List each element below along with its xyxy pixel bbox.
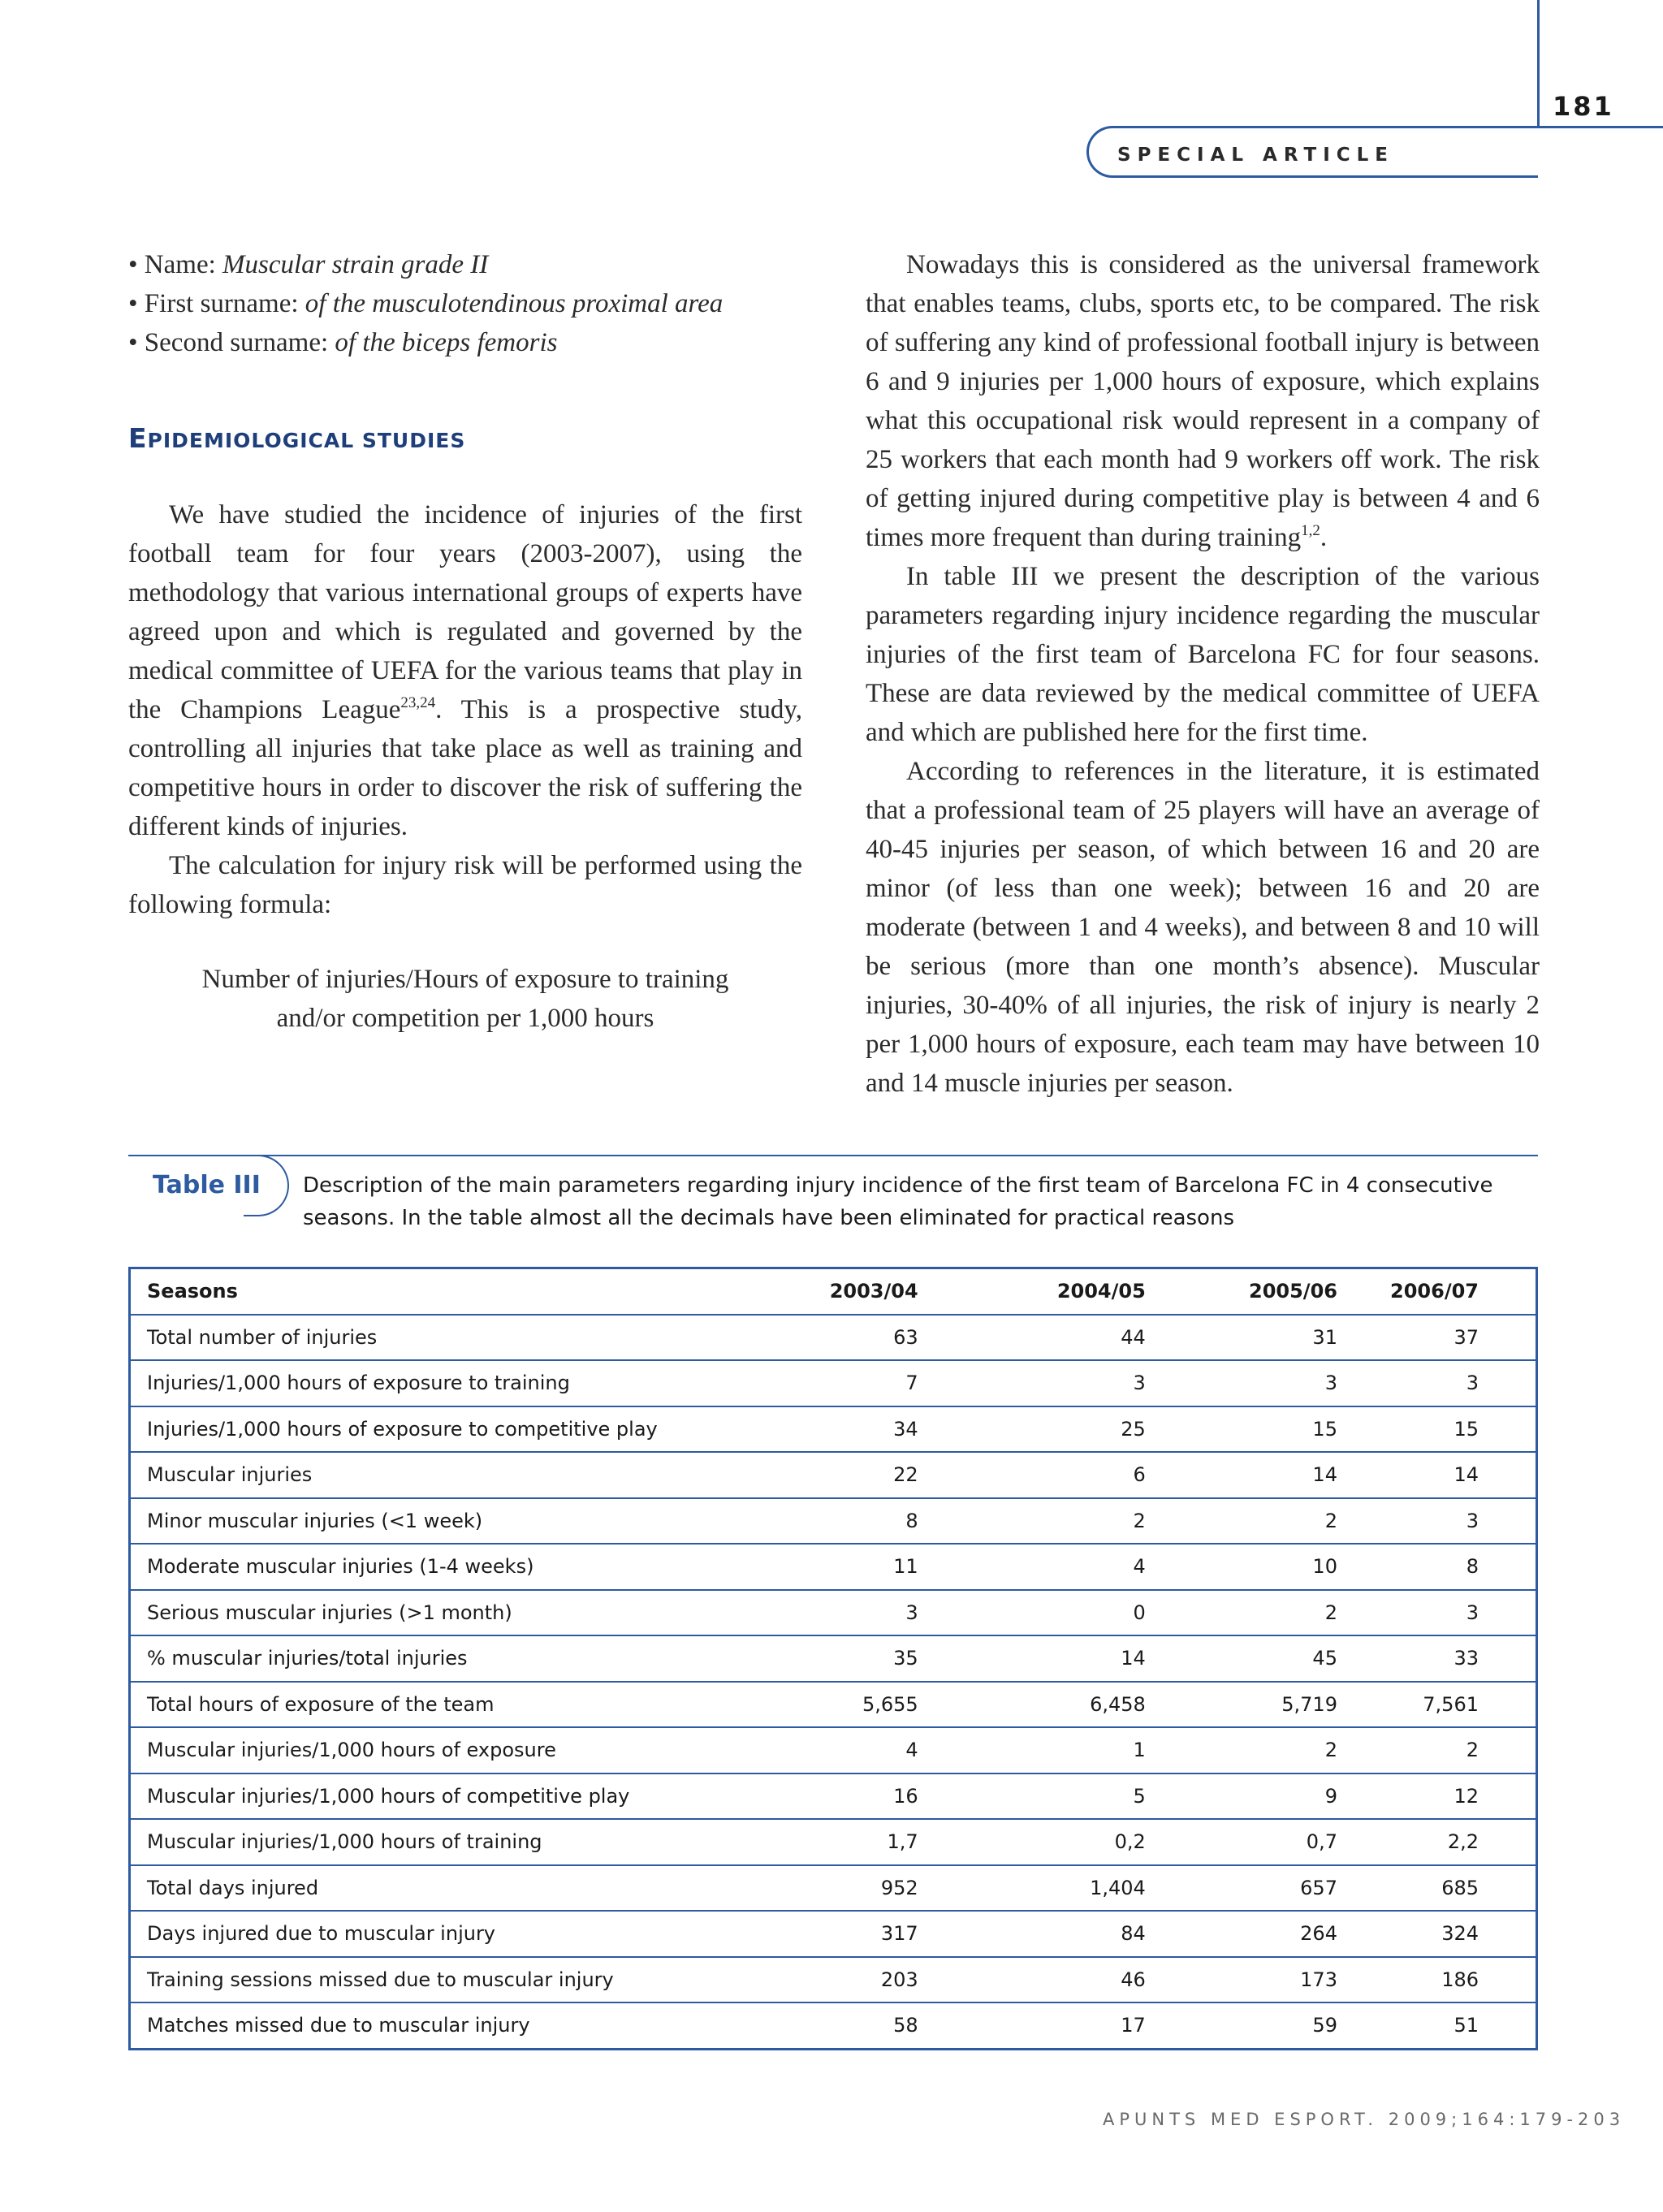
table-row bbox=[130, 1819, 1537, 1865]
header-page-rule bbox=[1537, 126, 1663, 128]
row-value: 3 bbox=[918, 1360, 1146, 1406]
row-value: 324 bbox=[1337, 1911, 1537, 1957]
bullet-value: Muscular strain grade II bbox=[222, 250, 489, 279]
bullet-first-surname bbox=[128, 284, 802, 323]
row-value: 5,719 bbox=[1146, 1682, 1337, 1728]
row-value: 22 bbox=[777, 1452, 918, 1498]
section-tab-top-rule bbox=[1112, 126, 1538, 128]
right-paragraph-3: According to references in the literature, it is estimated that a professional team of 25 players will have an average of 40-45 injuries per season, of which between 16 and 20 are minor (of less than one week); between 16 and 20 are moderate (between 1 and 4 weeks), and between 8 and 10 will be serious (more than one month’s absence). Muscular injuries, 30-40% of all injuries, the risk of injury is nearly 2 per 1,000 hours of exposure, each team may have between 10 and 14 muscle injuries per season. bbox=[866, 757, 1540, 1098]
row-label: Moderate muscular injuries (1-4 weeks) bbox=[130, 1544, 778, 1590]
row-value: 11 bbox=[777, 1544, 918, 1590]
row-value: 2 bbox=[1146, 1727, 1337, 1773]
row-value: 3 bbox=[777, 1590, 918, 1636]
table-row bbox=[130, 1498, 1537, 1545]
row-value: 84 bbox=[918, 1911, 1146, 1957]
row-value: 264 bbox=[1146, 1911, 1337, 1957]
row-value: 2,2 bbox=[1337, 1819, 1537, 1865]
row-value: 1 bbox=[918, 1727, 1146, 1773]
row-label: Days injured due to muscular injury bbox=[130, 1911, 778, 1957]
row-value: 44 bbox=[918, 1315, 1146, 1361]
row-value: 59 bbox=[1146, 2002, 1337, 2049]
text-run: We have studied the incidence of injuries of the first football team for four years (2003-2007), using the methodology that various international groups of experts have agreed upon and which is regulated and governed by the medical committee of UEFA for the various teams that play in the Champions League bbox=[128, 500, 802, 724]
row-label: Total hours of exposure of the team bbox=[130, 1682, 778, 1728]
row-value: 317 bbox=[777, 1911, 918, 1957]
row-value: 10 bbox=[1146, 1544, 1337, 1590]
row-value: 685 bbox=[1337, 1865, 1537, 1912]
row-value: 51 bbox=[1337, 2002, 1537, 2049]
injury-table bbox=[128, 1267, 1538, 2050]
row-value: 952 bbox=[777, 1865, 918, 1912]
row-label: Muscular injuries/1,000 hours of exposure bbox=[130, 1727, 778, 1773]
header-cell: 2005/06 bbox=[1146, 1268, 1337, 1315]
table-row bbox=[130, 1727, 1537, 1773]
table-row bbox=[130, 1315, 1537, 1361]
row-value: 2 bbox=[1146, 1498, 1337, 1545]
header-vertical-rule bbox=[1537, 0, 1540, 128]
caption-rule bbox=[128, 1155, 1538, 1156]
row-value: 25 bbox=[918, 1406, 1146, 1453]
formula bbox=[128, 960, 802, 1038]
table-body bbox=[130, 1315, 1537, 2050]
row-label: Muscular injuries/1,000 hours of training bbox=[130, 1819, 778, 1865]
row-value: 37 bbox=[1337, 1315, 1537, 1361]
row-value: 15 bbox=[1146, 1406, 1337, 1453]
text-run: . bbox=[1320, 523, 1328, 552]
page-number: 181 bbox=[1553, 91, 1614, 122]
header-cell: 2004/05 bbox=[918, 1268, 1146, 1315]
row-label: Minor muscular injuries (<1 week) bbox=[130, 1498, 778, 1545]
row-value: 1,404 bbox=[918, 1865, 1146, 1912]
table-header-row bbox=[130, 1268, 1537, 1315]
row-value: 16 bbox=[777, 1773, 918, 1820]
row-label: Training sessions missed due to muscular injury bbox=[130, 1957, 778, 2003]
heading-rest: PIDEMIOLOGICAL STUDIES bbox=[147, 429, 466, 452]
table-row bbox=[130, 1635, 1537, 1682]
row-value: 7 bbox=[777, 1360, 918, 1406]
row-value: 3 bbox=[1337, 1498, 1537, 1545]
row-value: 2 bbox=[918, 1498, 1146, 1545]
row-value: 46 bbox=[918, 1957, 1146, 2003]
row-value: 2 bbox=[1146, 1590, 1337, 1636]
section-heading bbox=[128, 422, 465, 454]
row-value: 6,458 bbox=[918, 1682, 1146, 1728]
table-row bbox=[130, 1590, 1537, 1636]
heading-initial: E bbox=[128, 422, 148, 454]
row-value: 35 bbox=[777, 1635, 918, 1682]
row-value: 33 bbox=[1337, 1635, 1537, 1682]
formula-line-1: Number of injuries/Hours of exposure to training bbox=[201, 965, 729, 994]
table-row bbox=[130, 1452, 1537, 1498]
header-cell: 2003/04 bbox=[777, 1268, 918, 1315]
row-value: 14 bbox=[1146, 1452, 1337, 1498]
row-label: Total number of injuries bbox=[130, 1315, 778, 1361]
table-row bbox=[130, 1957, 1537, 2003]
row-label: Matches missed due to muscular injury bbox=[130, 2002, 778, 2049]
row-value: 3 bbox=[1337, 1360, 1537, 1406]
bullet-second-surname bbox=[128, 323, 802, 362]
row-value: 63 bbox=[777, 1315, 918, 1361]
bullet-label: • Second surname: bbox=[128, 328, 335, 357]
row-value: 14 bbox=[918, 1635, 1146, 1682]
row-label: % muscular injuries/total injuries bbox=[130, 1635, 778, 1682]
table-row bbox=[130, 1360, 1537, 1406]
header-cell: Seasons bbox=[130, 1268, 778, 1315]
row-value: 0,7 bbox=[1146, 1819, 1337, 1865]
table-row bbox=[130, 2002, 1537, 2049]
row-value: 8 bbox=[1337, 1544, 1537, 1590]
row-value: 15 bbox=[1337, 1406, 1537, 1453]
left-paragraph-2: The calculation for injury risk will be performed using the following formula: bbox=[128, 851, 802, 919]
text-run: . This is a prospective study, controlling all injuries that take place as well as training and competitive hours in order to discover the risk of suffering the different kinds of injuries. bbox=[128, 695, 802, 841]
row-value: 12 bbox=[1337, 1773, 1537, 1820]
row-value: 6 bbox=[918, 1452, 1146, 1498]
row-value: 5 bbox=[918, 1773, 1146, 1820]
text-run: Nowadays this is considered as the universal framework that enables teams, clubs, sports etc, to be compared. The risk of suffering any kind of professional football injury is between 6 and 9 injuries per 1,000 hours of exposure, which explains what this occupational risk would represent in a company of 25 workers that each month had 9 workers off work. The risk of getting injured during competitive play is between 4 and 6 times more frequent than during training bbox=[866, 250, 1540, 552]
row-value: 3 bbox=[1337, 1590, 1537, 1636]
section-label: SPECIAL ARTICLE bbox=[1117, 145, 1395, 166]
row-value: 5,655 bbox=[777, 1682, 918, 1728]
row-value: 34 bbox=[777, 1406, 918, 1453]
row-label: Muscular injuries bbox=[130, 1452, 778, 1498]
section-tab-bottom-rule bbox=[1112, 175, 1538, 178]
bullet-label: • First surname: bbox=[128, 289, 305, 318]
row-value: 657 bbox=[1146, 1865, 1337, 1912]
row-value: 14 bbox=[1337, 1452, 1537, 1498]
formula-line-2: and/or competition per 1,000 hours bbox=[276, 1004, 654, 1033]
right-paragraph-2: In table III we present the description of the various parameters regarding injury incidence regarding the muscular injuries of the first team of Barcelona FC for four seasons. These are data reviewed by the medical committee of UEFA and which are published here for the first time. bbox=[866, 562, 1540, 747]
row-value: 9 bbox=[1146, 1773, 1337, 1820]
bullet-name bbox=[128, 245, 802, 284]
row-label: Injuries/1,000 hours of exposure to training bbox=[130, 1360, 778, 1406]
bullet-label: • Name: bbox=[128, 250, 223, 279]
row-value: 31 bbox=[1146, 1315, 1337, 1361]
header-cell: 2006/07 bbox=[1337, 1268, 1537, 1315]
left-paragraph-1 bbox=[128, 495, 802, 846]
row-value: 45 bbox=[1146, 1635, 1337, 1682]
left-body bbox=[128, 495, 802, 924]
citation: 1,2 bbox=[1301, 522, 1320, 539]
table-row bbox=[130, 1406, 1537, 1453]
bullet-value: of the biceps femoris bbox=[335, 328, 558, 357]
table-row bbox=[130, 1911, 1537, 1957]
citation: 23,24 bbox=[400, 694, 436, 711]
left-column bbox=[128, 245, 802, 362]
row-value: 3 bbox=[1146, 1360, 1337, 1406]
row-value: 4 bbox=[777, 1727, 918, 1773]
right-paragraph-1 bbox=[866, 245, 1540, 557]
row-value: 0,2 bbox=[918, 1819, 1146, 1865]
journal-footer: APUNTS MED ESPORT. 2009;164:179-203 bbox=[1103, 2110, 1626, 2129]
table-row bbox=[130, 1865, 1537, 1912]
right-column bbox=[866, 245, 1540, 1103]
row-label: Injuries/1,000 hours of exposure to competitive play bbox=[130, 1406, 778, 1453]
bullet-value: of the musculotendinous proximal area bbox=[305, 289, 724, 318]
row-label: Serious muscular injuries (>1 month) bbox=[130, 1590, 778, 1636]
table-row bbox=[130, 1773, 1537, 1820]
table-row bbox=[130, 1544, 1537, 1590]
table-label: Table III bbox=[153, 1171, 261, 1199]
row-value: 186 bbox=[1337, 1957, 1537, 2003]
row-label: Total days injured bbox=[130, 1865, 778, 1912]
row-value: 203 bbox=[777, 1957, 918, 2003]
row-value: 4 bbox=[918, 1544, 1146, 1590]
row-value: 58 bbox=[777, 2002, 918, 2049]
row-value: 8 bbox=[777, 1498, 918, 1545]
row-value: 2 bbox=[1337, 1727, 1537, 1773]
row-value: 0 bbox=[918, 1590, 1146, 1636]
table-row bbox=[130, 1682, 1537, 1728]
row-label: Muscular injuries/1,000 hours of competitive play bbox=[130, 1773, 778, 1820]
row-value: 17 bbox=[918, 2002, 1146, 2049]
row-value: 1,7 bbox=[777, 1819, 918, 1865]
row-value: 173 bbox=[1146, 1957, 1337, 2003]
row-value: 7,561 bbox=[1337, 1682, 1537, 1728]
table-caption: Description of the main parameters regarding injury incidence of the first team of Barcelona FC in 4 consecutive seasons. In the table almost all the decimals have been eliminated for practical reasons bbox=[303, 1173, 1493, 1230]
